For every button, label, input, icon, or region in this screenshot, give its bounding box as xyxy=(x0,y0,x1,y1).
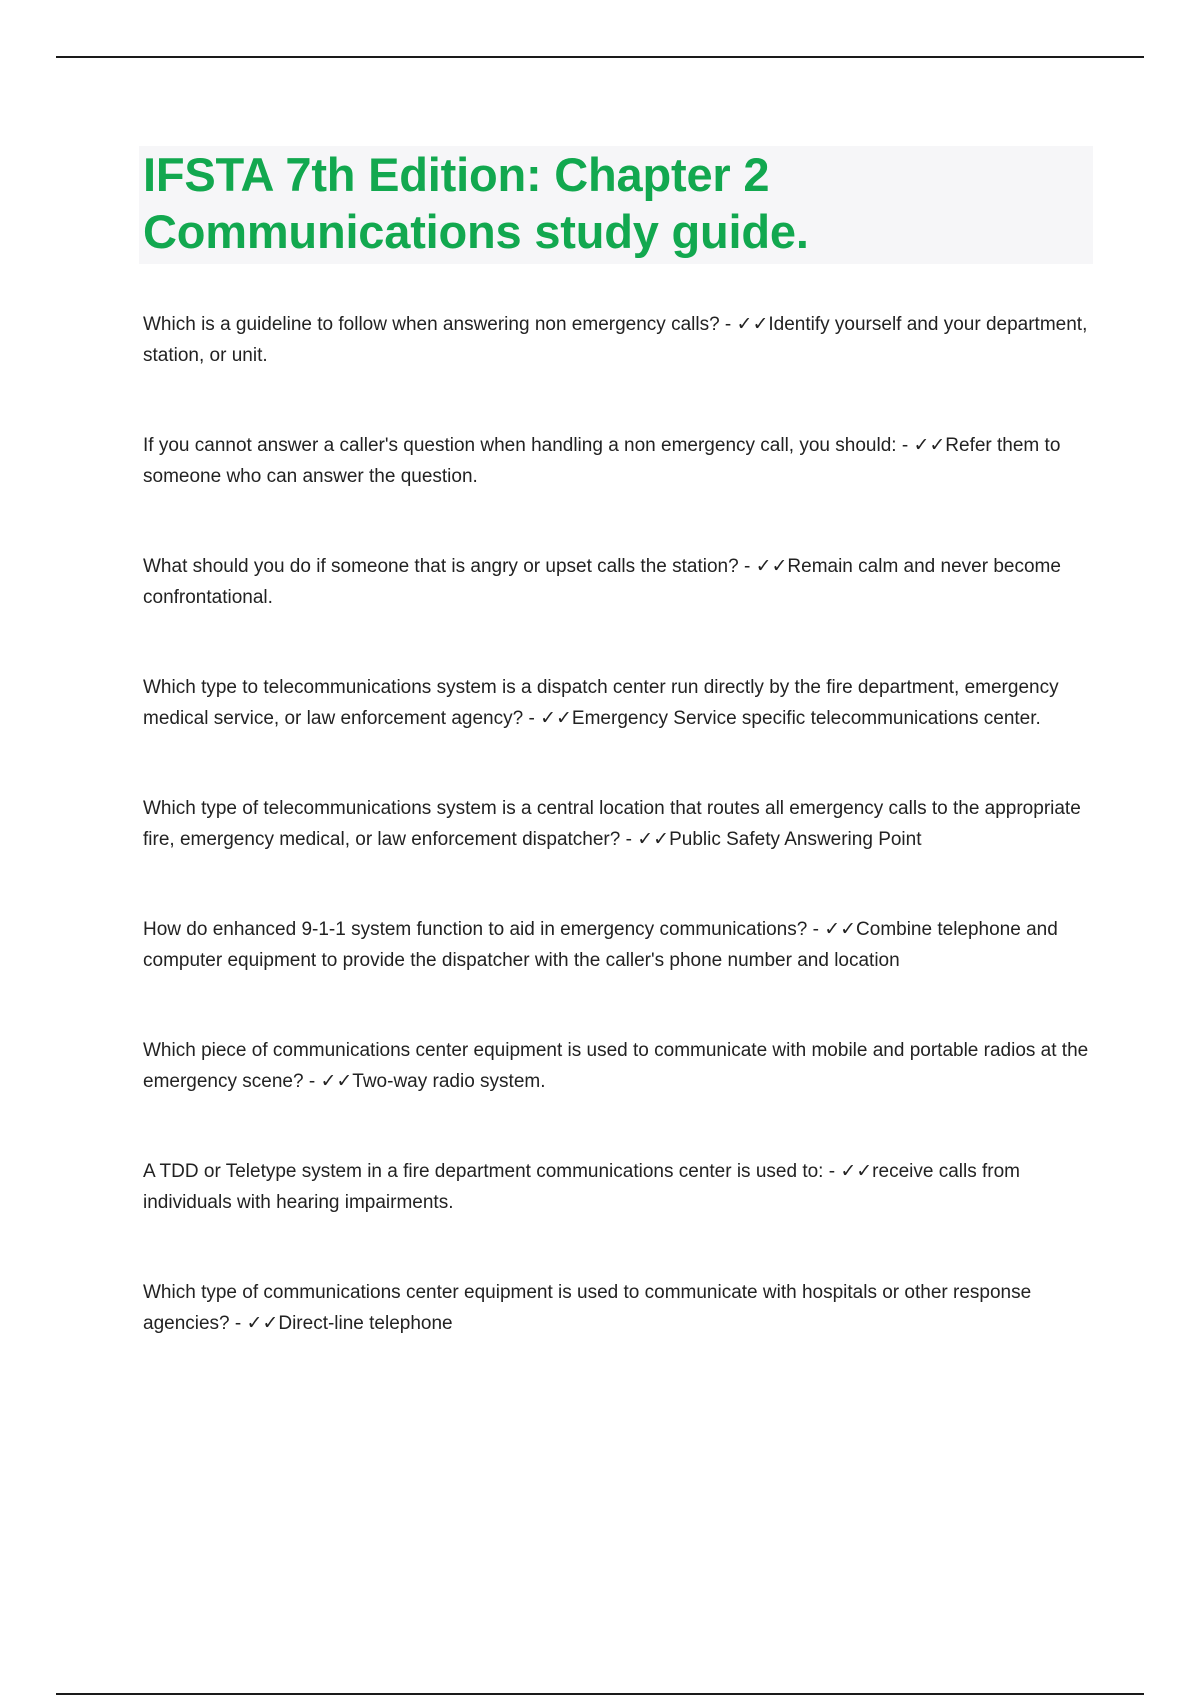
question-text: A TDD or Teletype system in a fire department communications center is used to: xyxy=(143,1161,824,1182)
title-block xyxy=(139,146,1093,264)
check-mark-icon: ✓✓ xyxy=(246,1313,279,1334)
answer-text: Refer them to someone who can answer the question. xyxy=(143,435,1061,487)
question-text: Which type of telecommunications system is a central location that routes all emergency calls to the appropriate fire, emergency medical, or law enforcement dispatcher? xyxy=(143,798,1081,850)
check-mark-icon: ✓✓ xyxy=(637,829,670,850)
separator: - xyxy=(620,829,638,850)
qa-item xyxy=(143,672,1093,734)
answer-text: receive calls from individuals with hearing impairments. xyxy=(143,1161,1020,1213)
check-mark-icon: ✓✓ xyxy=(540,708,572,729)
qa-list xyxy=(143,309,1093,1339)
separator: - xyxy=(807,919,825,940)
separator: - xyxy=(303,1071,321,1092)
bottom-rule xyxy=(56,1693,1144,1695)
answer-text: Two-way radio system. xyxy=(352,1071,546,1092)
question-text: How do enhanced 9-1-1 system function to aid in emergency communications? xyxy=(143,919,808,940)
qa-item xyxy=(143,551,1093,613)
check-mark-icon: ✓✓ xyxy=(755,556,788,577)
question-text: Which piece of communications center equipment is used to communicate with mobile and portable radios at the emergency scene? xyxy=(143,1040,1089,1092)
answer-text: Emergency Service specific telecommunications center. xyxy=(571,708,1041,729)
qa-item xyxy=(143,430,1093,492)
separator: - xyxy=(823,1161,841,1182)
separator: - xyxy=(229,1313,247,1334)
check-mark-icon: ✓✓ xyxy=(824,919,857,940)
document-title: IFSTA 7th Edition: Chapter 2 Communications study guide. xyxy=(143,148,809,258)
answer-text: Remain calm and never become confrontational. xyxy=(143,556,1061,608)
separator: - xyxy=(719,314,737,335)
document-page xyxy=(143,146,1093,1398)
answer-text: Direct-line telephone xyxy=(278,1313,453,1334)
separator: - xyxy=(738,556,756,577)
qa-item xyxy=(143,1035,1093,1097)
question-text: What should you do if someone that is angry or upset calls the station? xyxy=(143,556,739,577)
qa-item xyxy=(143,309,1093,371)
question-text: Which type to telecommunications system is a dispatch center run directly by the fire department, emergency medical service, or law enforcement agency? xyxy=(143,677,1059,729)
top-rule xyxy=(56,56,1144,58)
qa-item xyxy=(143,1277,1093,1339)
question-text: If you cannot answer a caller's question when handling a non emergency call, you should: xyxy=(143,435,897,456)
check-mark-icon: ✓✓ xyxy=(913,435,946,456)
check-mark-icon: ✓✓ xyxy=(736,314,769,335)
qa-item xyxy=(143,914,1093,976)
question-text: Which is a guideline to follow when answering non emergency calls? xyxy=(143,314,720,335)
question-text: Which type of communications center equipment is used to communicate with hospitals or other response agencies? xyxy=(143,1282,1032,1334)
check-mark-icon: ✓✓ xyxy=(840,1161,873,1182)
separator: - xyxy=(896,435,914,456)
qa-item xyxy=(143,793,1093,855)
check-mark-icon: ✓✓ xyxy=(320,1071,353,1092)
separator: - xyxy=(523,708,541,729)
answer-text: Identify yourself and your department, station, or unit. xyxy=(143,314,1088,366)
qa-item xyxy=(143,1156,1093,1218)
answer-text: Combine telephone and computer equipment to provide the dispatcher with the caller's phone number and location xyxy=(143,919,1058,971)
answer-text: Public Safety Answering Point xyxy=(669,829,922,850)
